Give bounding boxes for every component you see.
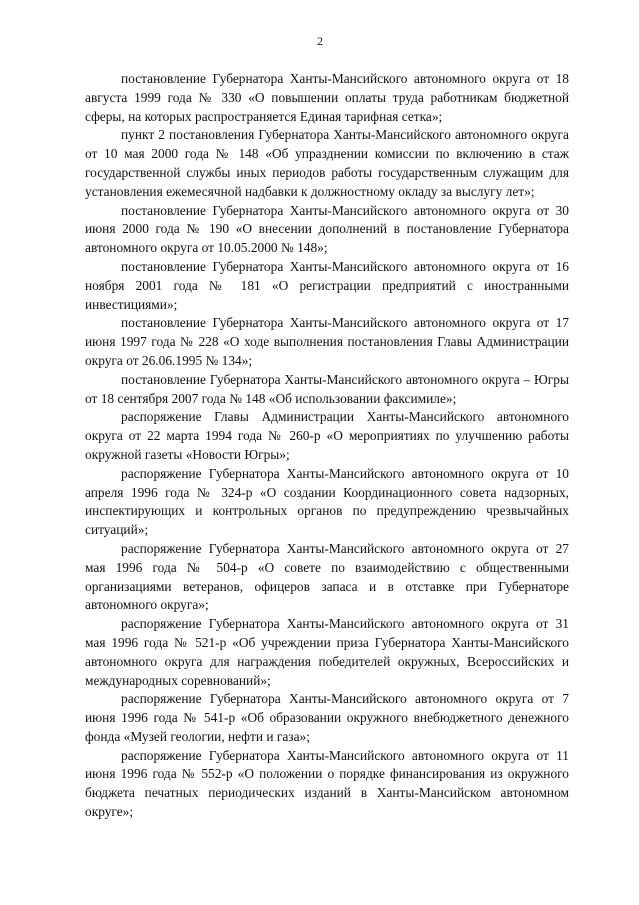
document-body	[85, 70, 569, 822]
list-item: постановление Губернатора Ханты-Мансийского автономного округа от 18 августа 1999 года № 330 «О повышении оплаты труда работникам бюджетной сферы, на которых распространяется Единая тарифная сетка»;	[85, 71, 569, 124]
list-item: постановление Губернатора Ханты-Мансийского автономного округа от 17 июня 1997 года № 228 «О ходе выполнения постановления Главы Администрации округа от 26.06.1995 № 134»;	[85, 315, 569, 368]
page-number: 2	[317, 34, 323, 48]
list-item: распоряжение Губернатора Ханты-Мансийского автономного округа от 7 июня 1996 года № 541-р «Об образовании окружного внебюджетного денежного фонда «Музей геологии, нефти и газа»;	[85, 691, 569, 744]
list-item: распоряжение Губернатора Ханты-Мансийского автономного округа от 11 июня 1996 года № 552-р «О положении о порядке финансирования из окружного бюджета печатных периодических изданий в Ханты-Мансийском автономном округе»;	[85, 747, 569, 820]
list-item: постановление Губернатора Ханты-Мансийского автономного округа – Югры от 18 сентября 2007 года № 148 «Об использовании факсимиле»;	[85, 371, 569, 406]
list-item: распоряжение Губернатора Ханты-Мансийского автономного округа от 27 мая 1996 года № 504-р «О совете по взаимодействию с общественными организациями ветеранов, офицеров запаса и в отставке при Губернаторе автономного округа»;	[85, 540, 569, 613]
list-item: постановление Губернатора Ханты-Мансийского автономного округа от 30 июня 2000 года № 190 «О внесении дополнений в постановление Губернатора автономного округа от 10.05.2000 № 148»;	[85, 202, 569, 256]
list-item: постановление Губернатора Ханты-Мансийского автономного округа от 16 ноября 2001 года № 181 «О регистрации предприятий с иностранными инвестициями»;	[85, 258, 569, 312]
list-item: распоряжение Губернатора Ханты-Мансийского автономного округа от 31 мая 1996 года № 521-р «Об учреждении приза Губернатора Ханты-Мансийского автономного округа для награждения победителей окружных, Всероссийских и международных соревнований»;	[85, 616, 569, 688]
list-item: распоряжение Главы Администрации Ханты-Мансийского автономного округа от 22 марта 1994 года № 260-р «О мероприятиях по улучшению работы окружной газеты «Новости Югры»;	[85, 409, 569, 462]
list-item: пункт 2 постановления Губернатора Ханты-Мансийского автономного округа от 10 мая 2000 года № 148 «Об упразднении комиссии по включению в стаж государственной службы иных периодов работы государственным служащим для установления ежемесячной надбавки к должностному окладу за выслугу лет»;	[85, 127, 569, 199]
list-item: распоряжение Губернатора Ханты-Мансийского автономного округа от 10 апреля 1996 года № 324-р «О создании Координационного совета надзорных, инспектирующих и контрольных органов по предупреждению чрезвычайных ситуаций»;	[85, 465, 569, 538]
